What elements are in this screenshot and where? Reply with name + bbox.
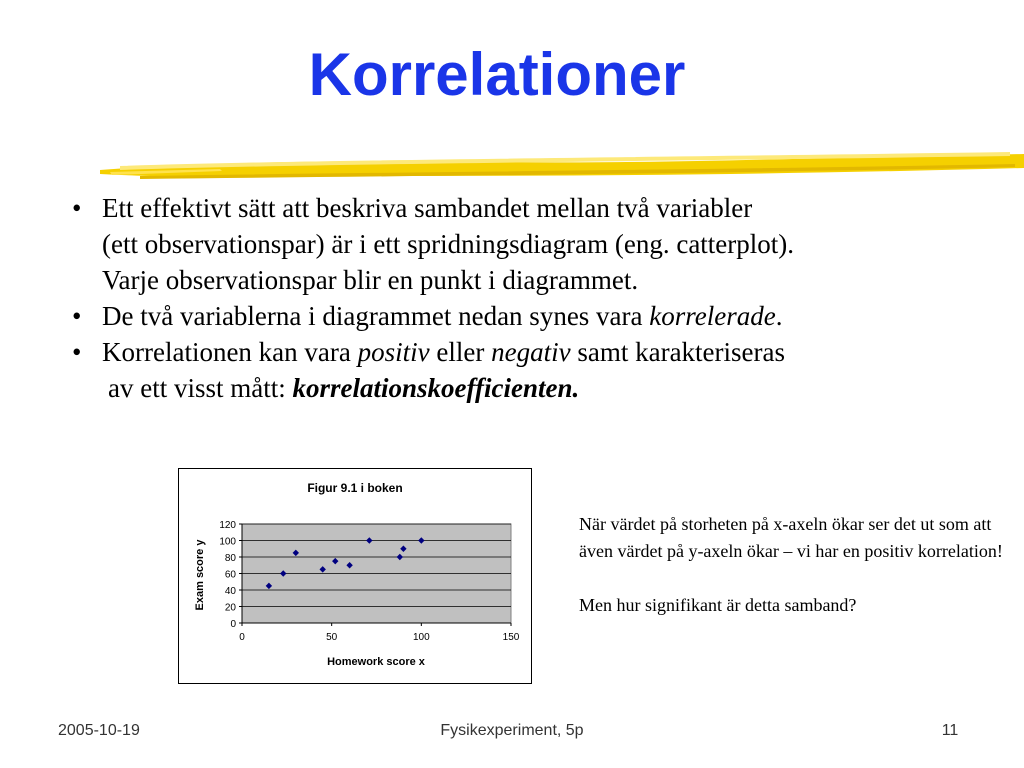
bullet-2-emphasis: korrelerade — [649, 301, 776, 331]
bullet-3-part-b: eller — [429, 337, 492, 367]
y-tick-label: 100 — [219, 536, 236, 548]
bullet-3-line-2 — [72, 370, 1012, 406]
y-tick-label: 40 — [224, 586, 236, 597]
bullet-2-text: De två variablerna i diagrammet nedan synes vara — [102, 301, 650, 331]
side-note-paragraph-1: När värdet på storheten på x-axeln ökar ser det ut som att även värdet på y-axeln ökar – vi har en positiv korrelation! — [579, 514, 1003, 561]
bullet-marker: • — [72, 301, 82, 331]
x-tick-label: 100 — [412, 632, 430, 643]
footer-page-number: 11 — [941, 722, 959, 739]
side-note — [579, 511, 1009, 619]
bullet-3-keyword: korrelationskoefficienten. — [292, 373, 580, 403]
chart-plot-area — [219, 520, 519, 643]
chart-y-axis-label: Exam score y — [194, 539, 206, 611]
bullet-item-1 — [72, 190, 1012, 226]
footer-date: 2005-10-19 — [58, 722, 140, 739]
scatter-chart — [179, 469, 531, 683]
x-tick-label: 50 — [326, 632, 338, 643]
y-tick-label: 120 — [219, 520, 236, 531]
x-tick-label: 150 — [502, 632, 520, 643]
bullet-2-end: . — [775, 301, 783, 331]
title-underline-brushstroke — [100, 140, 1024, 190]
y-tick-label: 0 — [230, 619, 236, 630]
chart-x-axis-label: Homework score x — [327, 656, 425, 668]
bullet-1-line-3: Varje observationspar blir en punkt i diagrammet. — [102, 265, 639, 295]
chart-title: Figur 9.1 i boken — [307, 481, 403, 495]
bullet-3-part-c: samt karakteriseras — [570, 337, 785, 367]
bullet-item-3 — [72, 334, 1012, 370]
bullet-3-line-2-text: av ett visst mått: — [108, 373, 293, 403]
y-tick-label: 60 — [224, 569, 236, 581]
bullet-marker: • — [72, 337, 82, 367]
bullet-marker: • — [72, 193, 82, 223]
bullet-1-line-2: (ett observationspar) är i ett spridningsdiagram (eng. catterplot). — [102, 229, 795, 259]
bullet-1-line-1: Ett effektivt sätt att beskriva sambandet mellan två variabler — [102, 193, 753, 223]
scatter-chart-frame — [178, 468, 532, 684]
bullet-item-2 — [72, 298, 1012, 334]
y-tick-label: 80 — [224, 553, 236, 564]
bullet-list — [72, 190, 1012, 406]
x-tick-label: 0 — [239, 632, 245, 643]
y-tick-label: 20 — [224, 602, 236, 614]
footer-course: Fysikexperiment, 5p — [440, 722, 584, 739]
bullet-3-positive: positiv — [357, 337, 430, 367]
slide-title-text: Korrelationer — [308, 41, 686, 108]
side-note-paragraph-2: Men hur signifikant är detta samband? — [579, 595, 857, 615]
bullet-3-negative: negativ — [491, 337, 571, 367]
bullet-3-part-a: Korrelationen kan vara — [102, 337, 358, 367]
slide-title — [0, 40, 1024, 109]
